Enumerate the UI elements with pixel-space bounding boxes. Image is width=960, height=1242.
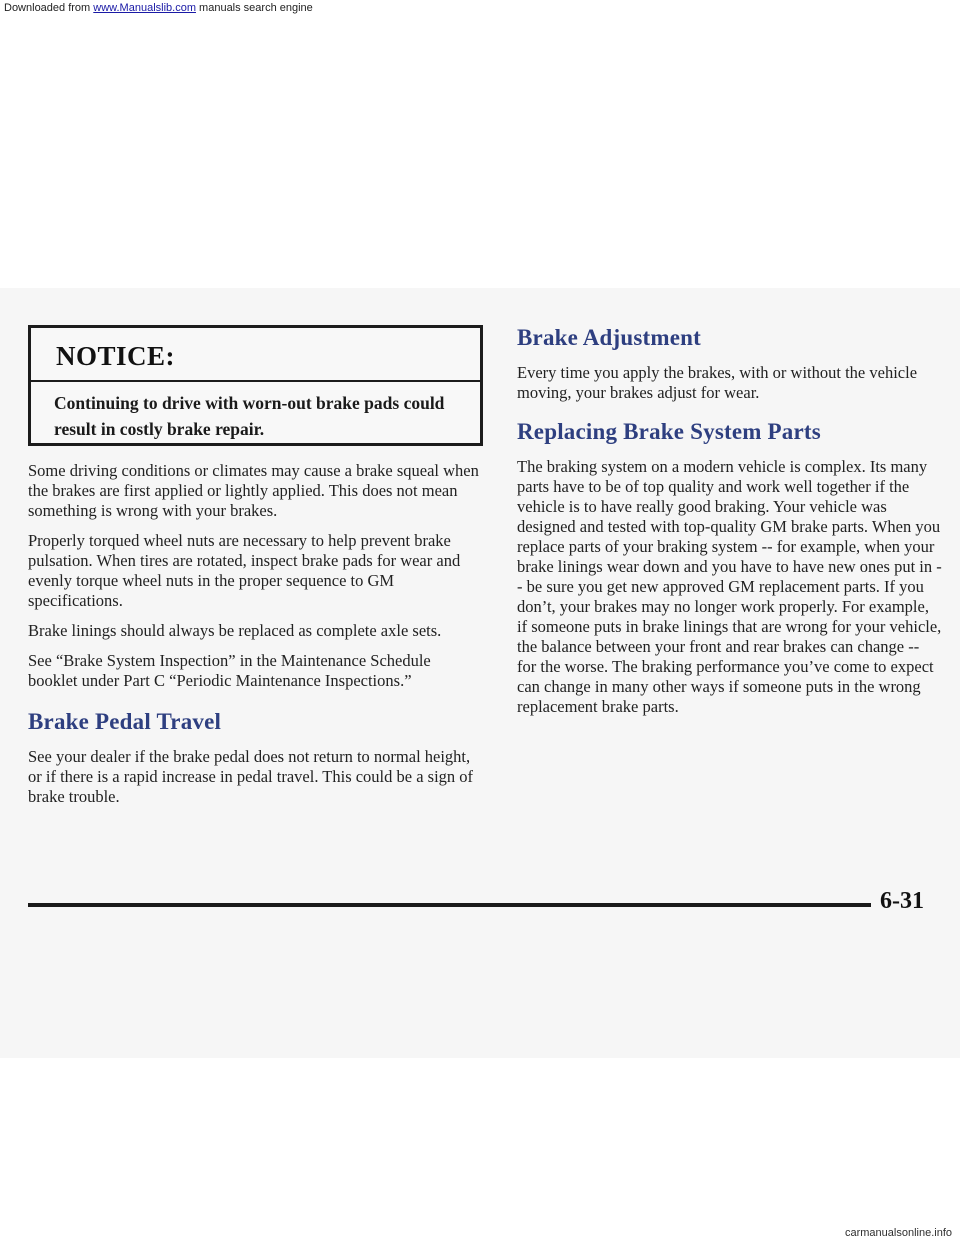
heading-brake-adjustment: Brake Adjustment <box>517 325 702 350</box>
manualslib-link[interactable]: www.Manualslib.com <box>93 2 196 14</box>
heading-replacing-brake-parts: Replacing Brake System Parts <box>517 419 821 444</box>
download-header <box>0 0 960 16</box>
paragraph-brake-linings: Brake linings should always be replaced as complete axle sets. <box>28 621 442 640</box>
notice-text: Continuing to drive with worn-out brake pads could result in costly brake repair. <box>54 393 445 439</box>
notice-divider <box>31 380 480 382</box>
notice-title: NOTICE: <box>56 341 176 371</box>
page-number: 6-31 <box>880 888 924 914</box>
left-column <box>28 461 483 817</box>
paragraph-inspection-reference: See “Brake System Inspection” in the Maintenance Schedule booklet under Part C “Periodic Maintenance Inspections.” <box>28 651 431 690</box>
paragraph-replacing-brake-parts: The braking system on a modern vehicle is complex. Its many parts have to be of top quality and work well together if the vehicle is to have really good braking. Your vehicle was designed and tested with top-quality GM brake parts. When you replace parts of your braking system -- for example, when your brake linings wear down and you have to have new ones put in -- be sure you get new approved GM replacement parts. If you don’t, your brakes may no longer work properly. For example, if someone puts in brake linings that are wrong for your vehicle, the balance between your front and rear brakes can change -- for the worse. The braking performance you’ve come to expect can change in many other ways if someone puts in the wrong replacement brake parts. <box>517 457 942 716</box>
paragraph-brake-adjustment: Every time you apply the brakes, with or without the vehicle moving, your brakes adjust for wear. <box>517 363 918 402</box>
heading-brake-pedal-travel: Brake Pedal Travel <box>28 709 222 734</box>
paragraph-brake-pedal-travel: See your dealer if the brake pedal does not return to normal height, or if there is a rapid increase in pedal travel. This could be a sign of brake trouble. <box>28 747 474 806</box>
notice-box <box>28 325 483 446</box>
footer-rule <box>28 903 871 907</box>
paragraph-wheel-nuts: Properly torqued wheel nuts are necessary to help prevent brake pulsation. When tires are rotated, inspect brake pads for wear and evenly torque wheel nuts in the proper sequence to GM specifications. <box>28 531 461 610</box>
header-prefix: Downloaded from <box>4 2 91 14</box>
header-suffix: manuals search engine <box>199 2 313 14</box>
paragraph-brake-squeal: Some driving conditions or climates may cause a brake squeal when the brakes are first applied or lightly applied. This does not mean something is wrong with your brakes. <box>28 461 479 520</box>
watermark-text: carmanualsonline.info <box>844 1227 952 1239</box>
right-column <box>517 325 942 727</box>
watermark-footer <box>0 1224 960 1242</box>
